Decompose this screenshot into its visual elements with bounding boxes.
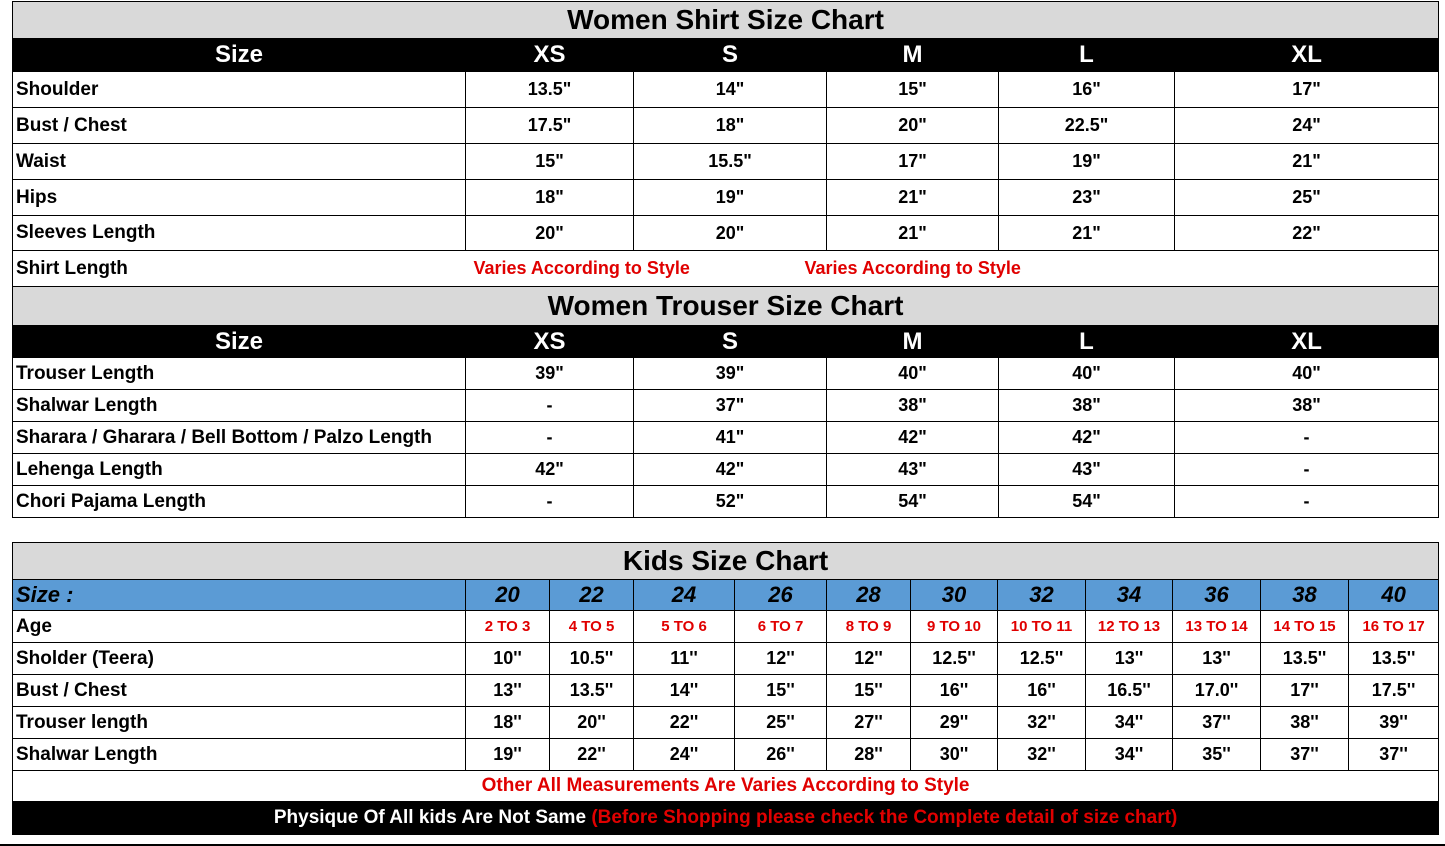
row-label: Sholder (Teera) [13,643,466,675]
table-cell: 40" [827,358,999,390]
age-cell: 5 TO 6 [634,611,735,643]
trouser-header-cell: XL [1175,326,1439,358]
age-cell: 12 TO 13 [1086,611,1173,643]
table-row [13,72,1439,108]
row-label: Lehenga Length [13,454,466,486]
table-cell: 37" [634,390,827,422]
table-cell: 30'' [911,739,998,771]
table-cell: 13.5'' [550,675,634,707]
table-cell: 39'' [1349,707,1439,739]
table-cell: 21" [827,180,999,216]
shirt-header-row [13,39,1439,72]
table-cell: 38'' [1261,707,1349,739]
trouser-header-cell: XS [466,326,634,358]
trouser-header-cell: Size [13,326,466,358]
table-cell: 15'' [735,675,827,707]
kids-header-cell: 28 [827,580,911,611]
table-cell: 15" [827,72,999,108]
table-cell: 22" [1175,216,1439,251]
row-label: Hips [13,180,466,216]
table-cell: 37'' [1349,739,1439,771]
table-row [13,454,1439,486]
table-cell: 21" [999,216,1175,251]
table-row [13,643,1439,675]
age-row [13,611,1439,643]
row-label: Shalwar Length [13,739,466,771]
shirt-length-row [13,251,1439,287]
table-cell: 13.5'' [1261,643,1349,675]
table-row [13,390,1439,422]
table-row [13,422,1439,454]
table-cell: 34'' [1086,739,1173,771]
trouser-header-row [13,326,1439,358]
table-cell: 24'' [634,739,735,771]
table-cell: 12'' [827,643,911,675]
kids-header-cell: 22 [550,580,634,611]
table-cell: - [1175,422,1439,454]
table-cell: 38" [999,390,1175,422]
shirt-header-cell: XS [466,39,634,72]
table-cell: 38" [1175,390,1439,422]
kids-header-cell: 36 [1173,580,1261,611]
row-label: Chori Pajama Length [13,486,466,518]
table-cell: 42" [634,454,827,486]
row-label: Bust / Chest [13,108,466,144]
table-cell: 38" [827,390,999,422]
table-cell: 21" [827,216,999,251]
shirt-header-cell: Size [13,39,466,72]
table-cell: 39" [466,358,634,390]
age-cell: 4 TO 5 [550,611,634,643]
kids-measurement-note: Other All Measurements Are Varies According to Style [13,771,1439,802]
table-cell: 42" [999,422,1175,454]
age-cell: 2 TO 3 [466,611,550,643]
table-cell: - [466,390,634,422]
table-cell: 22'' [634,707,735,739]
table-cell: - [1175,486,1439,518]
table-cell: 16'' [998,675,1086,707]
table-row [13,739,1439,771]
trouser-chart-title: Women Trouser Size Chart [13,287,1439,326]
trouser-header-cell: S [634,326,827,358]
table-cell: 15'' [827,675,911,707]
kids-header-row [13,580,1439,611]
shirt-header-cell: XL [1175,39,1439,72]
table-cell: 22'' [550,739,634,771]
row-label: Shoulder [13,72,466,108]
row-label: Trouser length [13,707,466,739]
table-cell: 18" [634,108,827,144]
kids-footer-note [13,802,1439,835]
kids-header-cell: 30 [911,580,998,611]
table-row [13,358,1439,390]
table-cell: 17.0'' [1173,675,1261,707]
table-cell: 37'' [1261,739,1349,771]
table-cell: 26'' [735,739,827,771]
table-cell: 16" [999,72,1175,108]
table-row [13,216,1439,251]
kids-header-cell: 24 [634,580,735,611]
table-cell: - [466,422,634,454]
trouser-section [13,287,1439,518]
table-cell: 17" [1175,72,1439,108]
table-cell: 24" [1175,108,1439,144]
kids-chart-title: Kids Size Chart [13,543,1439,580]
shirt-header-cell: L [999,39,1175,72]
table-cell: 35'' [1173,739,1261,771]
table-cell: 13.5'' [1349,643,1439,675]
footer-red-text: (Before Shopping please check the Complete detail of size chart) [591,807,1178,828]
age-cell: 8 TO 9 [827,611,911,643]
table-cell: 12'' [735,643,827,675]
table-cell: 25" [1175,180,1439,216]
table-row [13,707,1439,739]
table-cell: 17.5'' [1349,675,1439,707]
kids-header-cell: 32 [998,580,1086,611]
kids-header-cell: 26 [735,580,827,611]
age-cell: 9 TO 10 [911,611,998,643]
table-cell: 42" [466,454,634,486]
table-cell: 39" [634,358,827,390]
table-row [13,675,1439,707]
table-row [13,144,1439,180]
table-cell: 32'' [998,707,1086,739]
table-cell: 12.5'' [998,643,1086,675]
table-cell: 37'' [1173,707,1261,739]
table-row [13,486,1439,518]
table-cell: 42" [827,422,999,454]
table-cell: 25'' [735,707,827,739]
table-cell: 19" [634,180,827,216]
kids-size-table [12,542,1439,835]
table-cell: 40" [1175,358,1439,390]
shirt-chart-title: Women Shirt Size Chart [13,2,1439,39]
age-cell: 16 TO 17 [1349,611,1439,643]
table-cell: 40" [999,358,1175,390]
table-cell: 54" [999,486,1175,518]
table-cell: 41" [634,422,827,454]
table-row [13,180,1439,216]
table-cell: 16.5'' [1086,675,1173,707]
women-size-table [12,1,1439,518]
table-cell: 43" [999,454,1175,486]
trouser-header-cell: M [827,326,999,358]
table-cell: 23" [999,180,1175,216]
table-cell: 54" [827,486,999,518]
table-cell: - [466,486,634,518]
table-cell: - [1175,454,1439,486]
table-cell: 17" [827,144,999,180]
table-cell: 32'' [998,739,1086,771]
table-cell: 21" [1175,144,1439,180]
shirt-header-cell: M [827,39,999,72]
table-cell: 28'' [827,739,911,771]
table-cell: 16'' [911,675,998,707]
table-cell: 18" [466,180,634,216]
kids-header-cell: 40 [1349,580,1439,611]
table-cell: 13.5" [466,72,634,108]
row-label: Sharara / Gharara / Bell Bottom / Palzo Length [13,422,466,454]
table-cell: 20'' [550,707,634,739]
age-cell: 13 TO 14 [1173,611,1261,643]
table-cell: 17'' [1261,675,1349,707]
table-cell: 12.5'' [911,643,998,675]
table-cell: 29'' [911,707,998,739]
shirt-length-note: Varies According to Style [804,258,1021,278]
table-cell: 19" [999,144,1175,180]
footer-white-text: Physique Of All kids Are Not Same [273,807,587,828]
shirt-length-notes [466,251,1439,287]
table-cell: 15" [466,144,634,180]
table-cell: 14" [634,72,827,108]
kids-header-cell: 38 [1261,580,1349,611]
row-label: Waist [13,144,466,180]
age-cell: 6 TO 7 [735,611,827,643]
age-cell: 14 TO 15 [1261,611,1349,643]
table-cell: 18'' [466,707,550,739]
table-cell: 43" [827,454,999,486]
table-cell: 13'' [1173,643,1261,675]
table-cell: 19'' [466,739,550,771]
table-row [13,108,1439,144]
trouser-header-cell: L [999,326,1175,358]
row-label: Sleeves Length [13,216,466,251]
shirt-header-cell: S [634,39,827,72]
table-cell: 34'' [1086,707,1173,739]
table-cell: 20" [827,108,999,144]
age-cell: 10 TO 11 [998,611,1086,643]
table-cell: 11'' [634,643,735,675]
table-cell: 10.5'' [550,643,634,675]
table-cell: 27'' [827,707,911,739]
kids-header-cell: 20 [466,580,550,611]
row-label: Bust / Chest [13,675,466,707]
table-cell: 13'' [1086,643,1173,675]
kids-header-cell: 34 [1086,580,1173,611]
row-label: Shirt Length [13,251,466,287]
kids-header-cell: Size : [13,580,466,611]
table-cell: 15.5" [634,144,827,180]
shirt-length-note: Varies According to Style [473,258,690,278]
table-cell: 52" [634,486,827,518]
table-cell: 20" [466,216,634,251]
table-cell: 10'' [466,643,550,675]
shirt-section [13,2,1439,287]
table-cell: 22.5" [999,108,1175,144]
table-cell: 17.5" [466,108,634,144]
table-cell: 14'' [634,675,735,707]
row-label: Age [13,611,466,643]
row-label: Trouser Length [13,358,466,390]
table-cell: 13'' [466,675,550,707]
row-label: Shalwar Length [13,390,466,422]
table-cell: 20" [634,216,827,251]
